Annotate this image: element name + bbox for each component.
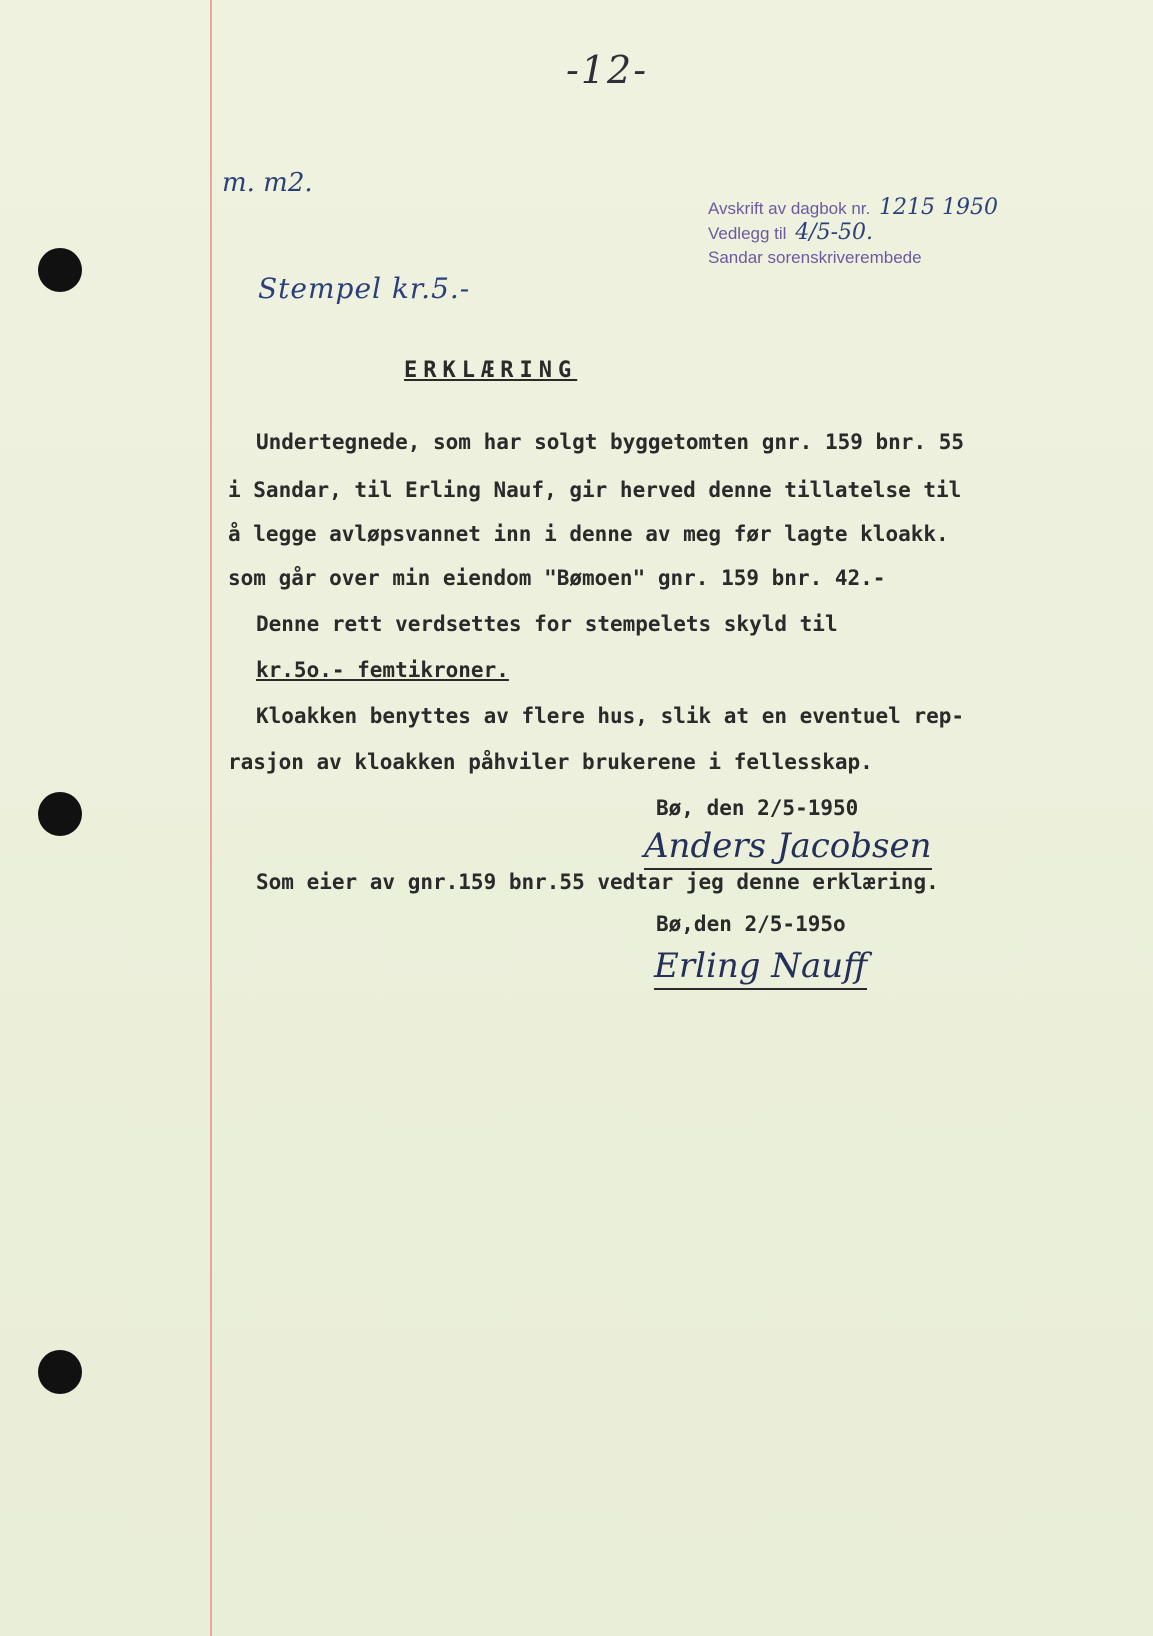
punch-hole-middle: [38, 792, 82, 836]
body-line: i Sandar, til Erling Nauf, gir herved denne tillatelse til: [228, 478, 962, 502]
stamp-line-3: Sandar sorenskriverembede: [708, 248, 922, 267]
registry-stamp: [708, 196, 998, 270]
stamp-line1-fill: 1215 1950: [878, 195, 998, 220]
document-title: ERKLÆRING: [404, 358, 578, 383]
body-line: å legge avløpsvannet inn i denne av meg før lagte kloakk.: [228, 522, 949, 546]
body-line: Kloakken benyttes av flere hus, slik at en eventuel rep-: [256, 704, 965, 728]
stamp-line2-fill: 4/5-50.: [795, 220, 874, 245]
place-date-1: Bø, den 2/5-1950: [656, 796, 859, 820]
margin-note: m. m2.: [222, 168, 313, 198]
signature-1: Anders Jacobsen: [644, 826, 932, 870]
punch-hole-top: [38, 248, 82, 292]
approval-line: Som eier av gnr.159 bnr.55 vedtar jeg denne erklæring.: [256, 870, 939, 894]
stamp-line2-label: Vedlegg til: [708, 224, 787, 243]
stamp-fee-note: Stempel kr.5.-: [258, 272, 471, 305]
stamp-line-2: [708, 221, 998, 246]
body-line: kr.5o.- femtikroner.: [256, 658, 509, 682]
place-date-2: Bø,den 2/5-195o: [656, 912, 846, 936]
margin-rule: [210, 0, 212, 1636]
body-line: som går over min eiendom "Bømoen" gnr. 159 bnr. 42.-: [228, 566, 886, 590]
body-line: rasjon av kloakken påhviler brukerene i fellesskap.: [228, 750, 873, 774]
stamp-line1-pre: dagbok nr.: [790, 199, 871, 218]
stamp-line-1: [708, 196, 998, 221]
stamp-line1-label: Avskrift av: [708, 199, 787, 218]
punch-hole-bottom: [38, 1350, 82, 1394]
body-line: Denne rett verdsettes for stempelets skyld til: [256, 612, 838, 636]
signature-2: Erling Nauff: [654, 946, 867, 990]
page-number: -12-: [566, 48, 649, 92]
body-line: Undertegnede, som har solgt byggetomten gnr. 159 bnr. 55: [256, 430, 965, 454]
